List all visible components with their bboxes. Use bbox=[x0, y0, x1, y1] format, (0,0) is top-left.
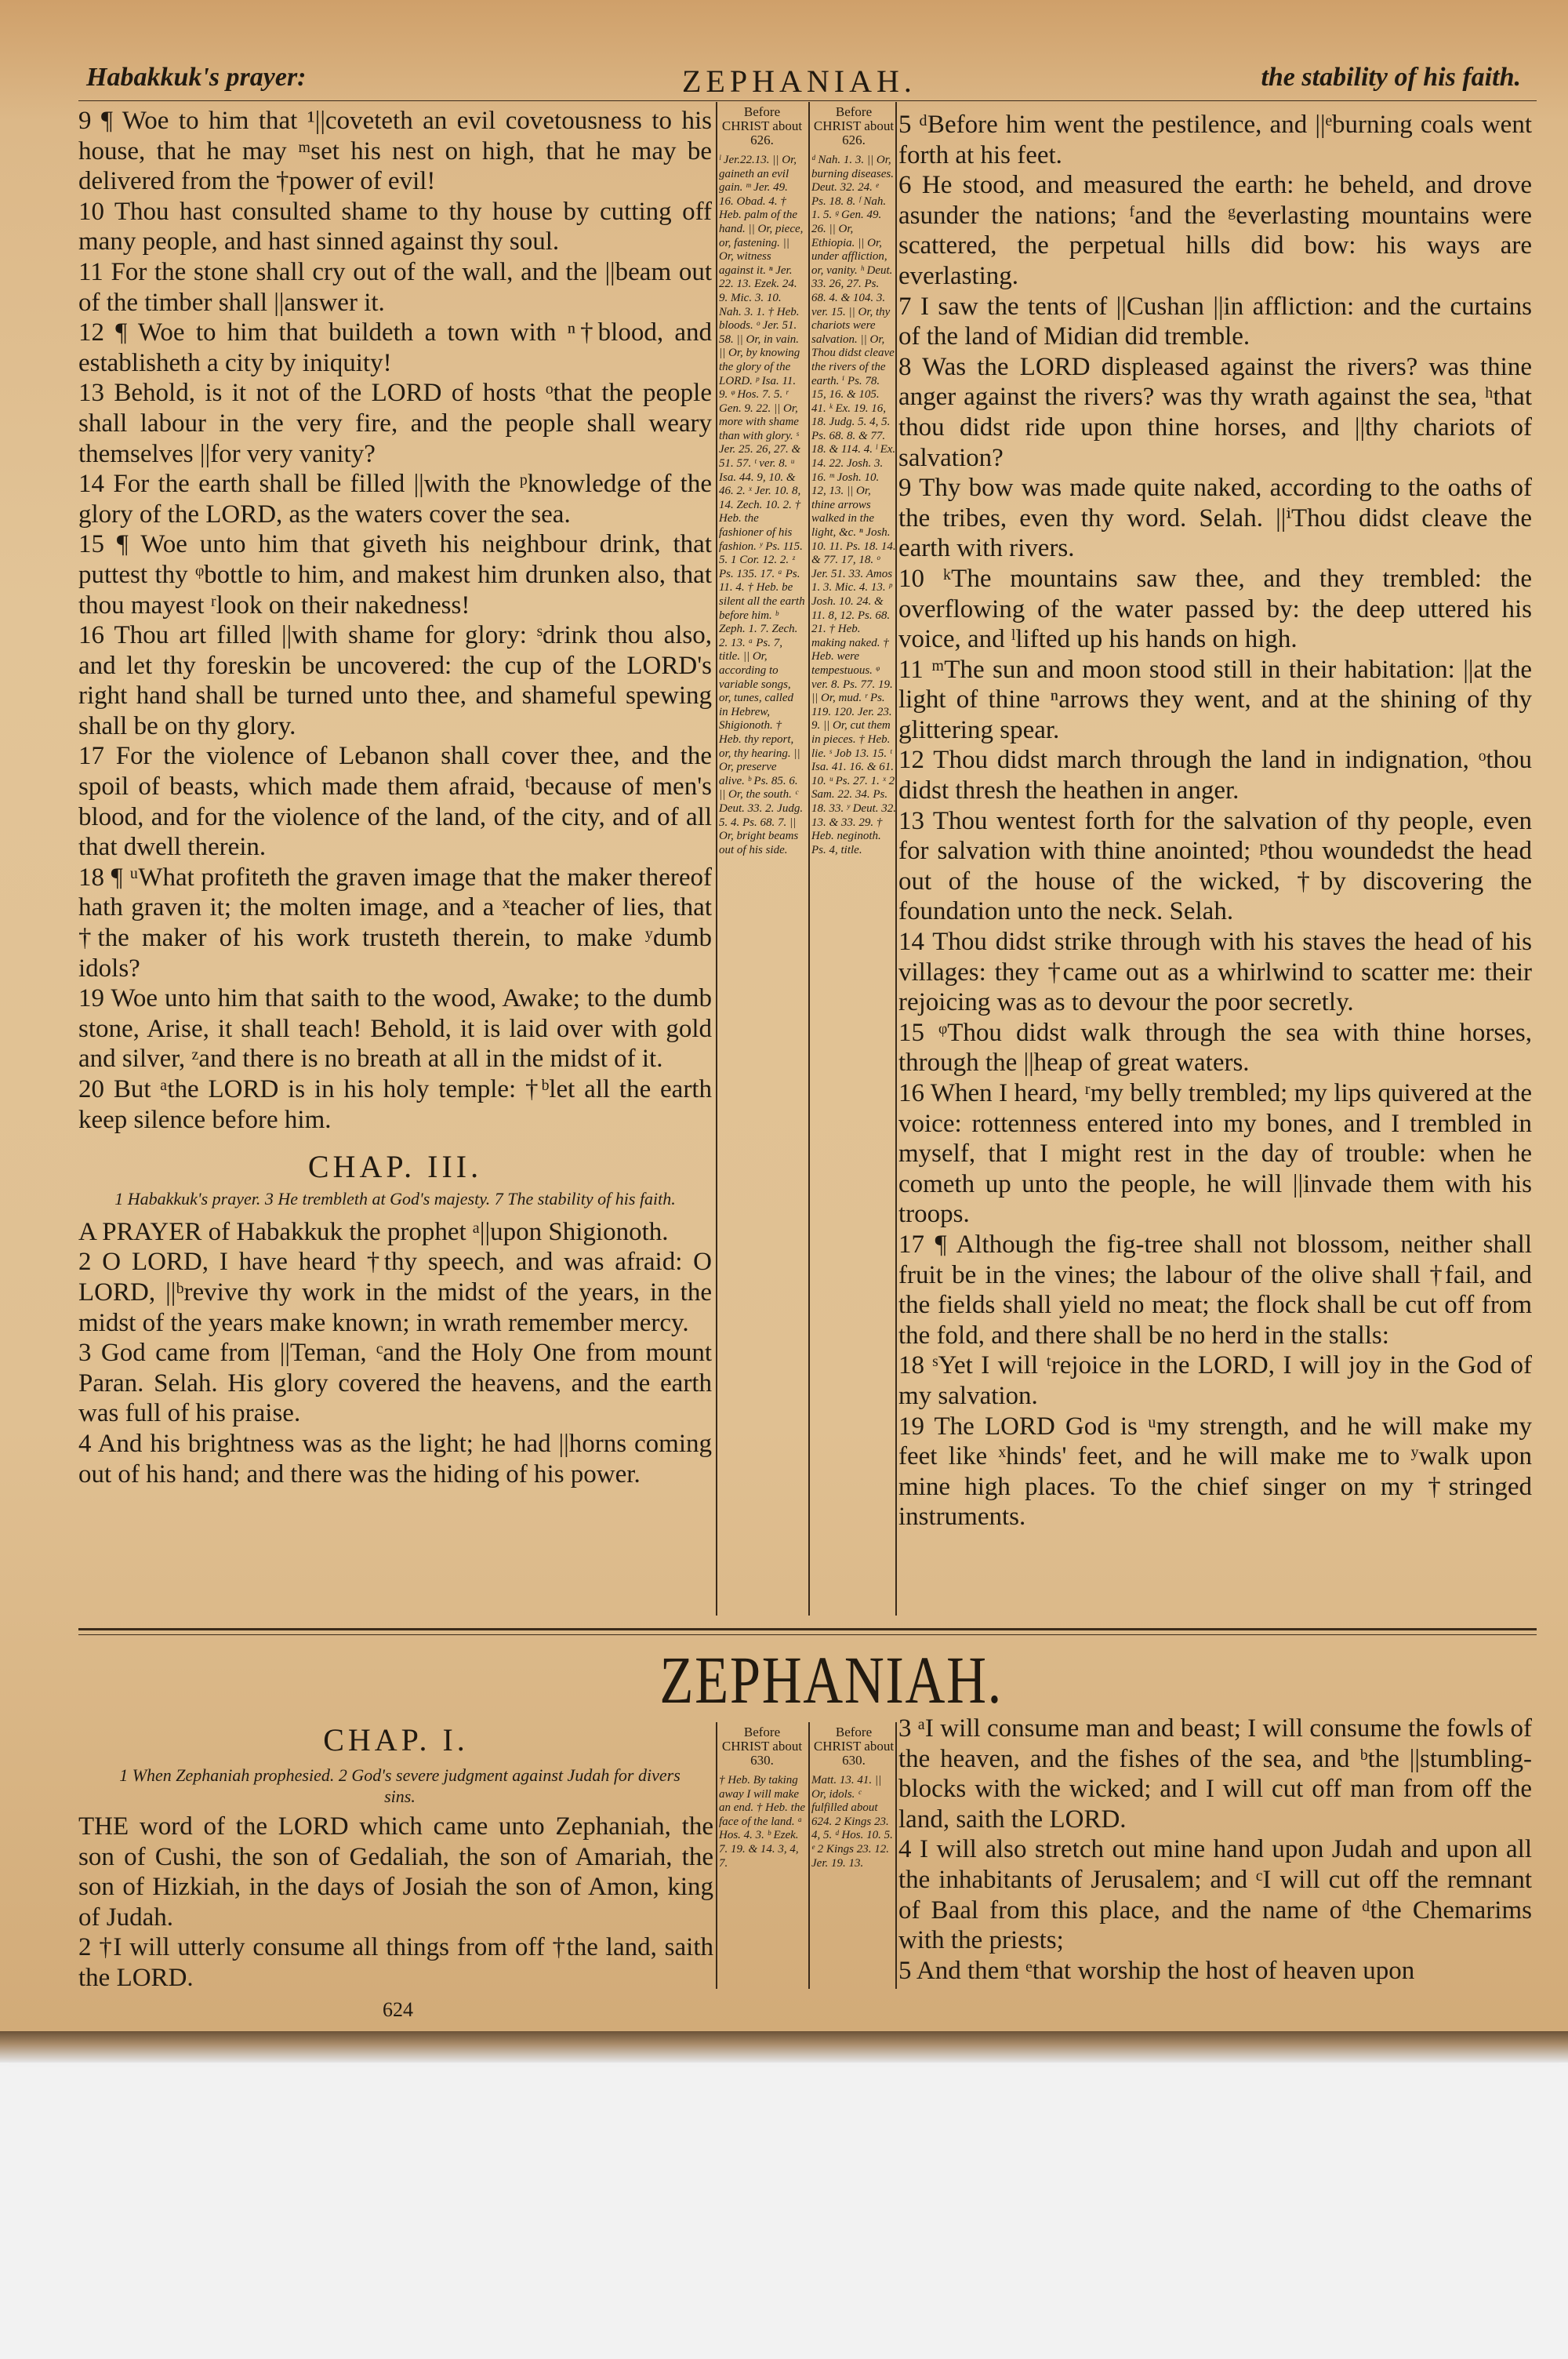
verse: 6 He stood, and measured the earth: he beheld, and drove asunder the nations; ᶠand the ᵍeverlasting mountains were scattered, the perpetual hills did bow: his ways are everlasting. bbox=[898, 171, 1532, 290]
verse: 15 ¶ Woe unto him that giveth his neighbour drink, that puttest thy ᵠbottle to him, and makest him drunken also, that thou mayest ʳlook on their nakedness! bbox=[78, 530, 712, 620]
cross-references: ˡ Jer.22.13. || Or, gaineth an evil gain. ᵐ Jer. 49. 16. Obad. 4. † Heb. palm of the hand. || Or, piece, or, fastening. || Or, witness against it. ⁿ Jer. 22. 13. Ezek. 24. 9. Mic. 3. 10. Nah. 3. 1. † Heb. bloods. ᵒ Jer. 51. 58. || Or, in vain. || Or, by knowing the glory of the LORD. ᵖ Isa. 11. 9. ᵠ Hos. 7. 5. ʳ Gen. 9. 22. || Or, more with shame than with glory. ˢ Jer. 25. 26, 27. & 51. 57. ᵗ ver. 8. ᵘ Isa. 44. 9, 10. & 46. 2. ˣ Jer. 10. 8, 14. Zech. 10. 2. † Heb. the fashioner of his fashion. ʸ Ps. 115. 5. 1 Cor. 12. 2. ᶻ Ps. 135. 17. ᵃ Ps. 11. 4. † Heb. be silent all the earth before him. ᵇ Zeph. 1. 7. Zech. 2. 13. ᵃ Ps. 7, title. || Or, according to variable songs, or, tunes, called in Hebrew, Shigionoth. † Heb. thy report, or, thy hearing. || Or, preserve alive. ᵇ Ps. 85. 6. || Or, the south. ᶜ Deut. 33. 2. Judg. 5. 4. Ps. 68. 7. || Or, bright beams out of his side. bbox=[719, 154, 805, 856]
running-head-right: the stability of his faith. bbox=[1261, 63, 1521, 92]
margin-references-lower-right bbox=[811, 1725, 896, 1870]
verse: THE word of the LORD which came unto Zephaniah, the son of Cushi, the son of Gedaliah, the son of Amariah, the son of Hizkiah, in the days of Josiah the son of Amon, king of Judah. bbox=[78, 1812, 713, 1932]
header-rule bbox=[78, 100, 1537, 101]
page-bottom-edge bbox=[0, 2031, 1568, 2063]
verse: 5 And them ᵉthat worship the host of heaven upon bbox=[898, 1956, 1415, 1985]
running-head-left: Habakkuk's prayer: bbox=[86, 63, 307, 92]
margin-divider-middle bbox=[808, 102, 810, 1616]
verse: 3 God came from ||Teman, ᶜand the Holy One from mount Paran. Selah. His glory covered the heavens, and the earth was full of his praise. bbox=[78, 1339, 712, 1428]
verse: A PRAYER of Habakkuk the prophet ᵃ||upon Shigionoth. bbox=[78, 1217, 669, 1246]
verse: 9 ¶ Woe to him that ¹||coveteth an evil covetousness to his house, that he may ᵐset his nest on high, that he may be delivered from the †power of evil! bbox=[78, 107, 712, 196]
verse: 16 Thou art filled ||with shame for glory: ˢdrink thou also, and let thy foreskin be uncovered: the cup of the LORD's right hand shall be turned unto thee, and shameful spewing shall be on thy glory. bbox=[78, 621, 712, 740]
margin-references-right bbox=[811, 105, 896, 857]
chapter-heading: CHAP. I. bbox=[323, 1722, 469, 1757]
verse: 12 ¶ Woe to him that buildeth a town with ⁿ†blood, and establisheth a city by iniquity! bbox=[78, 318, 712, 377]
verse: 18 ¶ ᵘWhat profiteth the graven image that the maker thereof hath graven it; the molten image, and a ˣteacher of lies, that †the maker of his work trusteth therein, to make ʸdumb idols? bbox=[78, 863, 712, 983]
margin-date: Before CHRIST about 626. bbox=[721, 104, 803, 147]
margin-date: Before CHRIST about 626. bbox=[813, 104, 895, 147]
verse: 4 And his brightness was as the light; he had ||horns coming out of his hand; and there was the hiding of his power. bbox=[78, 1429, 712, 1488]
verse: 3 ᵃI will consume man and beast; I will consume the fowls of the heaven, and the fishes of the sea, and ᵇthe ||stumbling-blocks with the wicked; and I will cut off man from off the land, saith the LORD. bbox=[898, 1714, 1532, 1834]
zephaniah-column-right bbox=[898, 1714, 1532, 1986]
verse: 17 ¶ Although the fig-tree shall not blossom, neither shall fruit be in the vines; the labour of the olive shall †fail, and the fields shall yield no meat; the flock shall be cut off from the fold, and there shall be no herd in the stalls: bbox=[898, 1230, 1532, 1350]
verse: 18 ˢYet I will ᵗrejoice in the LORD, I will joy in the God of my salvation. bbox=[898, 1351, 1532, 1410]
chapter-heading: CHAP. III. bbox=[307, 1149, 483, 1185]
cross-references: Matt. 13. 41. || Or, idols. ᶜ fulfilled about 624. 2 Kings 23. 4, 5. ᵈ Hos. 10. 5. ᵉ 2 Kings 23. 12. Jer. 19. 13. bbox=[811, 1774, 893, 1870]
verse: 14 For the earth shall be filled ||with the ᵖknowledge of the glory of the LORD, as the waters cover the sea. bbox=[78, 470, 712, 529]
verse: 15 ᵠThou didst walk through the sea with thine horses, through the ||heap of great waters. bbox=[898, 1018, 1532, 1078]
margin-divider-middle-lower bbox=[808, 1722, 810, 1989]
book-divider-rule bbox=[78, 1628, 1537, 1630]
verse: 2 O LORD, I have heard †thy speech, and was afraid: O LORD, ||ᵇrevive thy work in the midst of the years, in the midst of the years make known; in wrath remember mercy. bbox=[78, 1248, 712, 1337]
verse: 17 For the violence of Lebanon shall cover thee, and the spoil of beasts, which made them afraid, ᵗbecause of men's blood, and for the violence of the land, of the city, and of all that dwell therein. bbox=[78, 742, 712, 862]
verse: 5 ᵈBefore him went the pestilence, and ||ᵉburning coals went forth at his feet. bbox=[898, 111, 1532, 169]
margin-divider-left-lower bbox=[716, 1722, 717, 1989]
verse: 13 Behold, is it not of the LORD of hosts ᵒthat the people shall labour in the very fire, and the people shall weary themselves ||for very vanity? bbox=[78, 379, 712, 468]
book-title: ZEPHANIAH. bbox=[659, 1642, 1003, 1717]
verse: 2 †I will utterly consume all things from off †the land, saith the LORD. bbox=[78, 1933, 713, 1992]
page-number: 624 bbox=[383, 1998, 413, 2021]
margin-references-lower-left bbox=[719, 1725, 805, 1870]
text-column-left bbox=[78, 106, 712, 1489]
verse: 16 When I heard, ʳmy belly trembled; my lips quivered at the voice: rottenness entered into my bones, and I trembled in myself, that I might rest in the day of trouble: when he cometh up unto the people, he will ||invade them with his troops. bbox=[898, 1079, 1532, 1229]
cross-references: ᵈ Nah. 1. 3. || Or, burning diseases. Deut. 32. 24. ᵉ Ps. 18. 8. ᶠ Nah. 1. 5. ᵍ Gen. 49. 26. || Or, Ethiopia. || Or, under affliction, or, vanity. ʰ Deut. 33. 26, 27. Ps. 68. 4. & 104. 3. ver. 15. || Or, thy chariots were salvation. || Or, Thou didst cleave the rivers of the earth. ⁱ Ps. 78. 15, 16. & 105. 41. ᵏ Ex. 19. 16, 18. Judg. 5. 4, 5. Ps. 68. 8. & 77. 18. & 114. 4. ˡ Ex. 14. 22. Josh. 3. 16. ᵐ Josh. 10. 12, 13. || Or, thine arrows walked in the light, &c. ⁿ Josh. 10. 11. Ps. 18. 14. & 77. 17, 18. ᵒ Jer. 51. 33. Amos 1. 3. Mic. 4. 13. ᵖ Josh. 10. 24. & 11. 8, 12. Ps. 68. 21. † Heb. making naked. † Heb. were tempestuous. ᵠ ver. 8. Ps. 77. 19. || Or, mud. ʳ Ps. 119. 120. Jer. 23. 9. || Or, cut them in pieces. † Heb. lie. ˢ Job 13. 15. ᵗ Isa. 41. 16. & 61. 10. ᵘ Ps. 27. 1. ˣ 2 Sam. 22. 34. Ps. 18. 33. ʸ Deut. 32. 13. & 33. 29. † Heb. neginoth. Ps. 4, title. bbox=[811, 154, 896, 856]
verse: 19 Woe unto him that saith to the wood, Awake; to the dumb stone, Arise, it shall teach! Behold, it is laid over with gold and silver, ᶻand there is no breath at all in the midst of it. bbox=[78, 984, 712, 1074]
verse: 12 Thou didst march through the land in indignation, ᵒthou didst thresh the heathen in anger. bbox=[898, 746, 1532, 805]
chapter-summary: 1 Habakkuk's prayer. 3 He trembleth at God's majesty. 7 The stability of his faith. bbox=[114, 1188, 676, 1209]
chapter-summary: 1 When Zephaniah prophesied. 2 God's severe judgment against Judah for divers sins. bbox=[119, 1765, 681, 1806]
cross-references: † Heb. By taking away I will make an end. † Heb. the face of the land. ᵃ Hos. 4. 3. ᵇ Ezek. 7. 19. & 14. 3, 4, 7. bbox=[719, 1774, 805, 1870]
zephaniah-column-left bbox=[78, 1812, 713, 1994]
verse: 11 For the stone shall cry out of the wall, and the ||beam out of the timber shall ||answer it. bbox=[78, 257, 712, 317]
verse: 4 I will also stretch out mine hand upon Judah and upon all the inhabitants of Jerusalem; and ᶜI will cut off the remnant of Baal from this place, and the name of ᵈthe Chemarims with the priests; bbox=[898, 1835, 1532, 1955]
verse: 9 Thy bow was made quite naked, according to the oaths of the tribes, even thy word. Selah. ||ⁱThou didst cleave the earth with rivers. bbox=[898, 474, 1532, 563]
verse: 8 Was the LORD displeased against the rivers? was thine anger against the rivers? was thy wrath against the sea, ʰthat thou didst ride upon thine horses, and ||thy chariots of salvation? bbox=[898, 352, 1532, 472]
verse: 14 Thou didst strike through with his staves the head of his villages: they †came out as a whirlwind to scatter me: their rejoicing was as to devour the poor secretly. bbox=[898, 928, 1532, 1017]
margin-date: Before CHRIST about 630. bbox=[813, 1725, 895, 1768]
verse: 10 Thou hast consulted shame to thy house by cutting off many people, and hast sinned against thy soul. bbox=[78, 197, 712, 256]
book-divider-rule-thin bbox=[78, 1634, 1537, 1635]
verse: 7 I saw the tents of ||Cushan ||in affliction: and the curtains of the land of Midian did tremble. bbox=[898, 292, 1532, 351]
text-column-right bbox=[898, 110, 1532, 1532]
margin-divider-left bbox=[716, 102, 717, 1616]
verse: 10 ᵏThe mountains saw thee, and they trembled: the overflowing of the water passed by: the deep uttered his voice, and ˡlifted up his hands on high. bbox=[898, 564, 1532, 654]
running-head-title: ZEPHANIAH. bbox=[682, 64, 916, 99]
verse: 13 Thou wentest forth for the salvation of thy people, even for salvation with thine anointed; ᵖthou woundedst the head out of the house of the wicked, †by discovering the foundation unto the neck. Selah. bbox=[898, 806, 1532, 926]
verse: 20 But ᵃthe LORD is in his holy temple: †ᵇlet all the earth keep silence before him. bbox=[78, 1075, 712, 1134]
verse: 11 ᵐThe sun and moon stood still in their habitation: ||at the light of thine ⁿarrows they went, and at the shining of thy glittering spear. bbox=[898, 655, 1532, 744]
verse: 19 The LORD God is ᵘmy strength, and he will make my feet like ˣhinds' feet, and he will make me to ʸwalk upon mine high places. To the chief singer on my †stringed instruments. bbox=[898, 1412, 1532, 1532]
margin-references-left bbox=[719, 105, 805, 857]
margin-date: Before CHRIST about 630. bbox=[721, 1725, 803, 1768]
